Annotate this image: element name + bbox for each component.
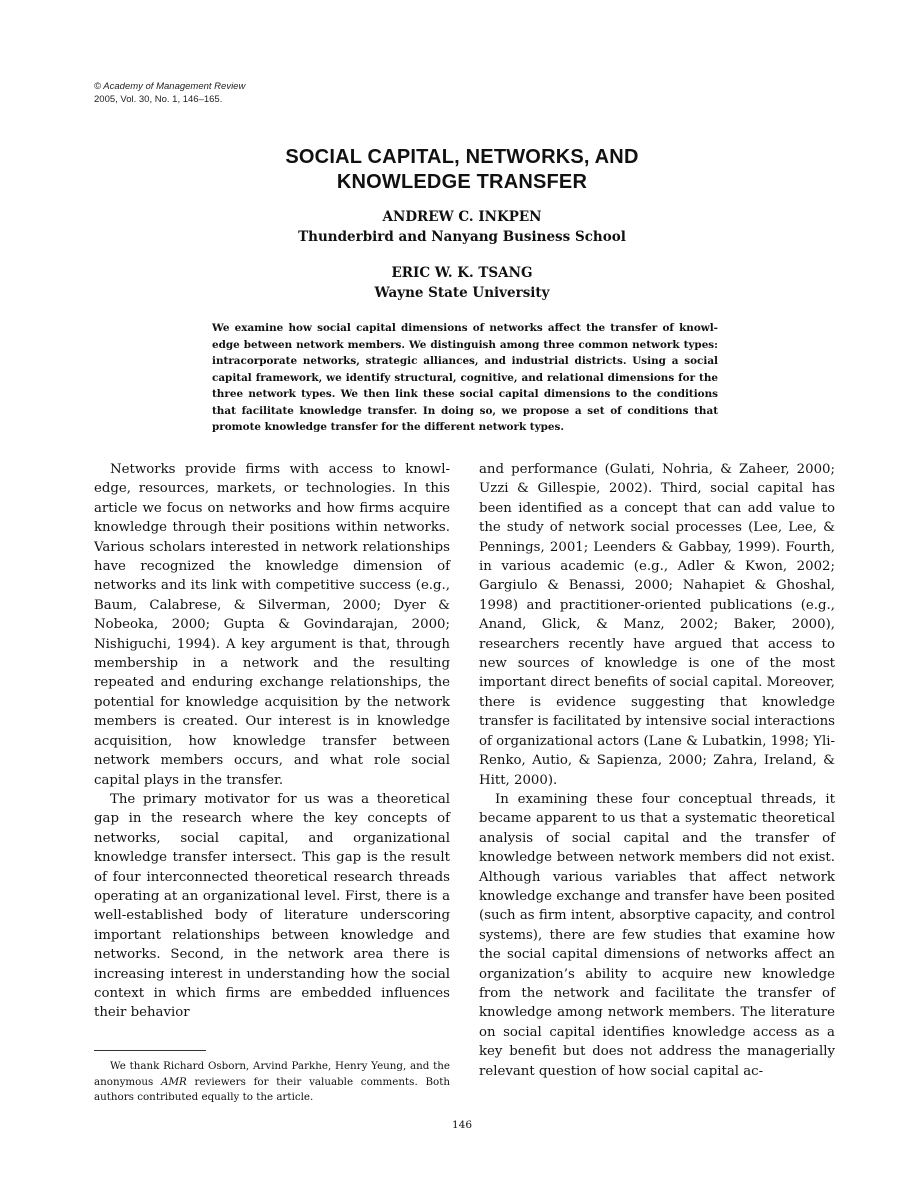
article-title	[0, 145, 924, 195]
title-line-1: SOCIAL CAPITAL, NETWORKS, AND	[285, 146, 639, 168]
paragraph: Networks provide firms with access to knowledge, resources, markets, or technologies. In this article we focus on networks and how firms acquire knowledge through their positions within networks. Various scholars interested in network relationships have recognized the knowledge dimension of networks and its link with competitive success (e.g., Baum, Calabrese, & Silverman, 2000; Dyer & Nobeoka, 2000; Gupta & Govindarajan, 2000; Nishiguchi, 1994). A key argument is that, through membership in a network and the resulting repeated and enduring exchange relationships, the potential for knowledge acquisition by the network members is created. Our interest is in knowledge acquisition, how knowledge transfer between network members occurs, and what role social capital plays in the transfer.	[94, 462, 450, 788]
acknowledgment-footnote	[94, 1059, 450, 1106]
author-affiliation: Thunderbird and Nanyang Business School	[298, 229, 626, 245]
journal-header	[94, 80, 245, 106]
author-affiliation: Wayne State University	[374, 285, 550, 301]
author-block-1	[0, 207, 924, 247]
body-column-left	[94, 460, 450, 1023]
journal-name: © Academy of Management Review	[94, 81, 246, 92]
page-number: 146	[451, 1119, 473, 1131]
author-name: ERIC W. K. TSANG	[391, 265, 533, 281]
footnote-text-start: We thank Richard Osborn, Arvind Parkhe, Henry Yeung, and the anonymous	[94, 1060, 450, 1088]
footnote-divider	[94, 1050, 206, 1051]
paragraph: In examining these four conceptual threads, it became apparent to us that a systematic theoretical analysis of social capital and the transfer of knowledge between network members did not exist. Although various variables that affect network knowledge exchange and transfer have been posited (such as firm intent, absorptive capacity, and control systems), there are few studies that examine how the social capital dimensions of networks affect an organization’s ability to acquire new knowledge from the network and facilitate the transfer of knowledge among network members. The literature on social capital identifies knowledge access as a key benefit but does not address the managerially relevant question of how social capital ac-	[479, 791, 835, 1079]
paragraph: The primary motivator for us was a theoretical gap in the research where the key concepts of networks, social capital, and organizational knowledge transfer intersect. This gap is the result of four interconnected theoretical research threads operating at an organizational level. First, there is a well-established body of literature underscoring important relationships between knowledge and networks. Second, in the network area there is increasing interest in understanding how the social context in which firms are embedded influences their behavior	[94, 791, 450, 1021]
abstract: We examine how social capital dimensions of networks affect the transfer of knowledge between network members. We distinguish among three common network types: intracorporate networks, strategic alliances, and industrial districts. Using a social capital framework, we identify structural, cognitive, and relational dimensions for the three network types. We then link these social capital dimensions to the conditions that facilitate knowledge transfer. In doing so, we propose a set of conditions that promote knowledge transfer for the different network types.	[212, 322, 718, 433]
paragraph: and performance (Gulati, Nohria, & Zaheer, 2000; Uzzi & Gillespie, 2002). Third, social capital has been identified as a concept that can add value to the study of network social processes (Lee, Lee, & Pennings, 2001; Leenders & Gabbay, 1999). Fourth, in various academic (e.g., Adler & Kwon, 2002; Gargiulo & Benassi, 2000; Nahapiet & Ghoshal, 1998) and practitioner-oriented publications (e.g., Anand, Glick, & Manz, 2002; Baker, 2000), researchers recently have argued that access to new sources of knowledge is one of the most important direct benefits of social capital. Moreover, there is evidence suggesting that knowledge transfer is facilitated by intensive social interactions of organizational actors (Lane & Lubatkin, 1998; Yli-Renko, Autio, & Sapienza, 2000; Zahra, Ireland, & Hitt, 2000).	[479, 462, 835, 788]
author-name: ANDREW C. INKPEN	[382, 209, 542, 225]
footnote-journal-abbrev: AMR	[161, 1075, 187, 1088]
body-column-right	[479, 460, 835, 1081]
title-line-2: KNOWLEDGE TRANSFER	[336, 171, 588, 193]
author-block-2	[0, 263, 924, 303]
journal-citation: 2005, Vol. 30, No. 1, 146–165.	[94, 94, 223, 105]
footnote-text-end: reviewers for their valuable comments. Both authors contributed equally to the article.	[94, 1075, 450, 1103]
